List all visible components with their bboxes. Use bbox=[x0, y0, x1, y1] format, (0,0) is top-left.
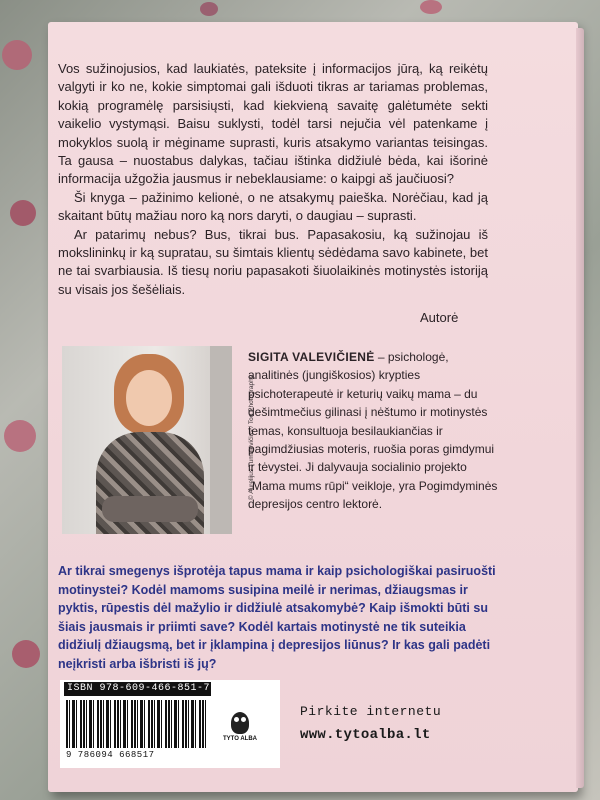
publisher-website: www.tytoalba.lt bbox=[300, 727, 431, 743]
intro-paragraph: Vos sužinojusios, kad laukiatės, pateksite į informacijos jūrą, ką reikėtų valgyti ir ko ne, kokie simptomai gali išduoti tikras ar tariamas problemas, kokią programėlę parsisiųsti, kad kiekvieną savaitę galėtumėte sekti vaikelio vystymąsi. Baisu suklysti, todėl tarsi nejučia vėl patenkame į mokyklos suolą ir mėginame suprasti, kuris atsakymo variantas teisingas. Ta gausa – nuostabus dalykas, tačiau ištinka didžiulė bėda, kai išorinė informacija užgožia jausmus ir nebeklausiame: o kaipgi aš jaučiuosi? bbox=[58, 61, 488, 187]
author-signature: Autorė bbox=[420, 310, 459, 325]
flower-pattern bbox=[2, 40, 32, 70]
barcode-block bbox=[60, 680, 280, 768]
publisher-name: TYTO ALBA bbox=[223, 736, 257, 742]
intro-paragraph: Ši knyga – pažinimo kelionė, o ne atsakymų paieška. Norėčiau, kad ją skaitant būtų mažiau noro ką nors daryti, o daugiau – suprasti. bbox=[58, 189, 488, 224]
flower-pattern bbox=[420, 0, 442, 14]
author-bio-text: – psichologė, analitinės (jungiškosios) krypties psichoterapeutė ir keturių vaikų mama – du dešimtmečius gilinasi į nėštumo ir motinystės temas, konsultuoja besilaukiančias ir pagimdžiusias moteris, ruošia poras gimdymui ir tėvystei. Ji dalyvauja socialinio projekto „Mama mums rūpi“ veikloje, yra Pogimdyminės depresijos centro lektorė. bbox=[248, 350, 498, 512]
isbn-label: ISBN 978-609-466-851-7 bbox=[64, 682, 211, 696]
flower-pattern bbox=[4, 420, 36, 452]
photo-wall bbox=[210, 346, 232, 534]
flower-pattern bbox=[10, 200, 36, 226]
flower-pattern bbox=[12, 640, 40, 668]
flower-pattern bbox=[200, 2, 218, 16]
buy-online-label: Pirkite internetu bbox=[300, 704, 442, 719]
author-name: SIGITA VALEVIČIENĖ bbox=[248, 350, 375, 364]
photo-arms bbox=[102, 496, 198, 522]
barcode-number: 9 786094 668517 bbox=[66, 750, 155, 760]
buy-online bbox=[300, 704, 500, 743]
photo-face bbox=[126, 370, 172, 426]
owl-icon bbox=[231, 712, 249, 734]
book-edge bbox=[576, 28, 584, 788]
barcode-icon bbox=[66, 700, 206, 748]
author-photo bbox=[62, 346, 232, 534]
author-bio bbox=[248, 348, 498, 514]
blurb-text: Ar tikrai smegenys išprotėja tapus mama ir kaip psichologiškai pasiruošti motinystei? Kodėl mamoms susipina meilė ir nerimas, džiaugsmas ir pyktis, rūpestis dėl mažylio ir didžiulė atsakomybė? Kaip išmokti būti su šiais jausmais ir priimti save? Kodėl kartais motinystė ne tik suteikia didžiulį džiaugsmą, bet ir įklampina į depresijos liūnus? Ir kas gali padėti neįkristi arba išbristi iš jų? bbox=[58, 564, 496, 671]
intro-paragraph: Ar patarimų nebus? Bus, tikrai bus. Papasakosiu, ką sužinojau iš mokslininkų ir ką supratau, su šimtais klientų sėdėdama savo kabinete, bet ne tai svarbiausia. Iš tiesų noriu papasakoti šiuolaikinės motinystės istoriją su visais jos šešėliais. bbox=[58, 226, 488, 297]
intro-text bbox=[58, 60, 488, 299]
publisher-logo bbox=[216, 708, 264, 752]
